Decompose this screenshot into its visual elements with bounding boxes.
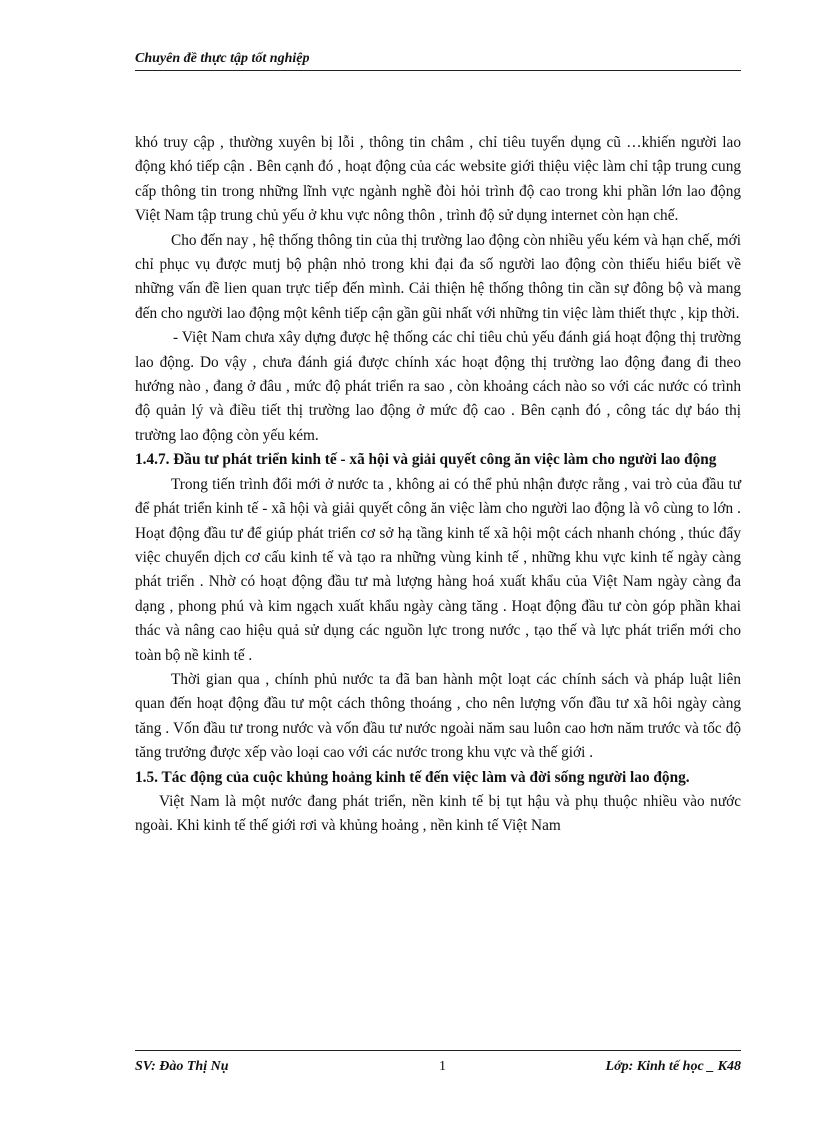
- footer-divider: [135, 1050, 741, 1051]
- page-footer: [135, 1058, 741, 1078]
- paragraph-4: Thời gian qua , chính phủ nước ta đã ban hành một loạt các chính sách và pháp luật liên quan đến hoạt động đầu tư một cách thông thoáng , cho nên lượng vốn đầu tư xã hôi ngày càng tăng . Vốn đầu tư trong nước và vốn đầu tư nước ngoài năm sau luôn cao hơn năm trước và tốc độ tăng trưởng được xếp vào loại cao với các nước trong khu vực và thế giới .: [135, 670, 741, 762]
- paragraph-5: Việt Nam là một nước đang phát triển, nền kinh tế bị tụt hậu và phụ thuộc nhiều vào nước ngoài. Khi kinh tế thế giới rơi và khủng hoảng , nền kinh tế Việt Nam: [135, 792, 741, 835]
- page-number: 1: [439, 1059, 446, 1074]
- footer-class-name: Lớp: Kinh tế học _ K48: [605, 1059, 741, 1074]
- paragraph-2: Cho đến nay , hệ thống thông tin của thị trường lao động còn nhiều yếu kém và hạn chế, mới chỉ phục vụ được mutj bộ phận nhỏ trong khi đại đa số người lao động còn thiếu hiểu biết về những vấn đề lien quan trực tiếp đến mình. Cải thiện hệ thống thông tin cần sự đông bộ và mang đến cho người lao động một kênh tiếp cận gần gũi nhất với những tin việc làm thiết thực , kịp thời.: [135, 231, 741, 322]
- page-header-title: Chuyên đề thực tập tốt nghiệp: [135, 51, 310, 66]
- section-heading-1-5: 1.5. Tác động của cuộc khủng hoảng kinh tế đến việc làm và đời sống người lao động.: [135, 768, 690, 786]
- paragraph-1: khó truy cập , thường xuyên bị lỗi , thông tin châm , chỉ tiêu tuyển dụng cũ …khiến người lao động khó tiếp cận . Bên cạnh đó , hoạt động của các website giới thiệu việc làm chỉ tập trung cung cấp thông tin trong những lĩnh vực ngành nghề đòi hỏi trình độ cao trong khi phần lớn lao động Việt Nam tập trung chủ yếu ở khu vực nông thôn , trình độ sử dụng internet còn hạn chế.: [135, 134, 741, 225]
- document-body: [135, 131, 741, 839]
- footer-student-name: SV: Đào Thị Nụ: [135, 1059, 229, 1074]
- section-heading-1-4-7: 1.4.7. Đầu tư phát triển kinh tế - xã hội và giải quyết công ăn việc làm cho người lao động: [135, 451, 717, 469]
- paragraph-3: Trong tiến trình đổi mới ở nước ta , không ai có thể phủ nhận được rằng , vai trò của đầu tư để phát triển kinh tế - xã hội và giải quyết công ăn việc làm cho người lao động là vô cùng to lớn . Hoạt động đầu tư để giúp phát triển cơ sở hạ tầng kinh tế xã hội một cách nhanh chóng , thúc đẩy việc chuyển dịch cơ cấu kinh tế và tạo ra những vùng kinh tế , những khu vực kinh tế ngày càng phát triển . Nhờ có hoạt động đầu tư mà lượng hàng hoá xuất khẩu của Việt Nam ngày càng đa dạng , phong phú và kim ngạch xuất khẩu ngày càng tăng . Hoạt động đầu tư còn góp phần khai thác và nâng cao hiệu quả sử dụng các nguồn lực trong nước , tạo thế và lực phát triển mới cho toàn bộ nề kinh tế .: [135, 475, 741, 664]
- header-divider: [135, 70, 741, 71]
- bullet-paragraph: - Việt Nam chưa xây dựng được hệ thống các chỉ tiêu chủ yếu đánh giá hoạt động thị trường lao động. Do vậy , chưa đánh giá được chính xác hoạt động thị trường lao động đang đi theo hướng nào , đang ở đâu , mức độ phát triển ra sao , còn khoảng cách nào so với các nước có trình độ quản lý và điều tiết thị trường lao động ở mức độ cao . Bên cạnh đó , công tác dự báo thị trường lao động còn yếu kém.: [135, 329, 741, 444]
